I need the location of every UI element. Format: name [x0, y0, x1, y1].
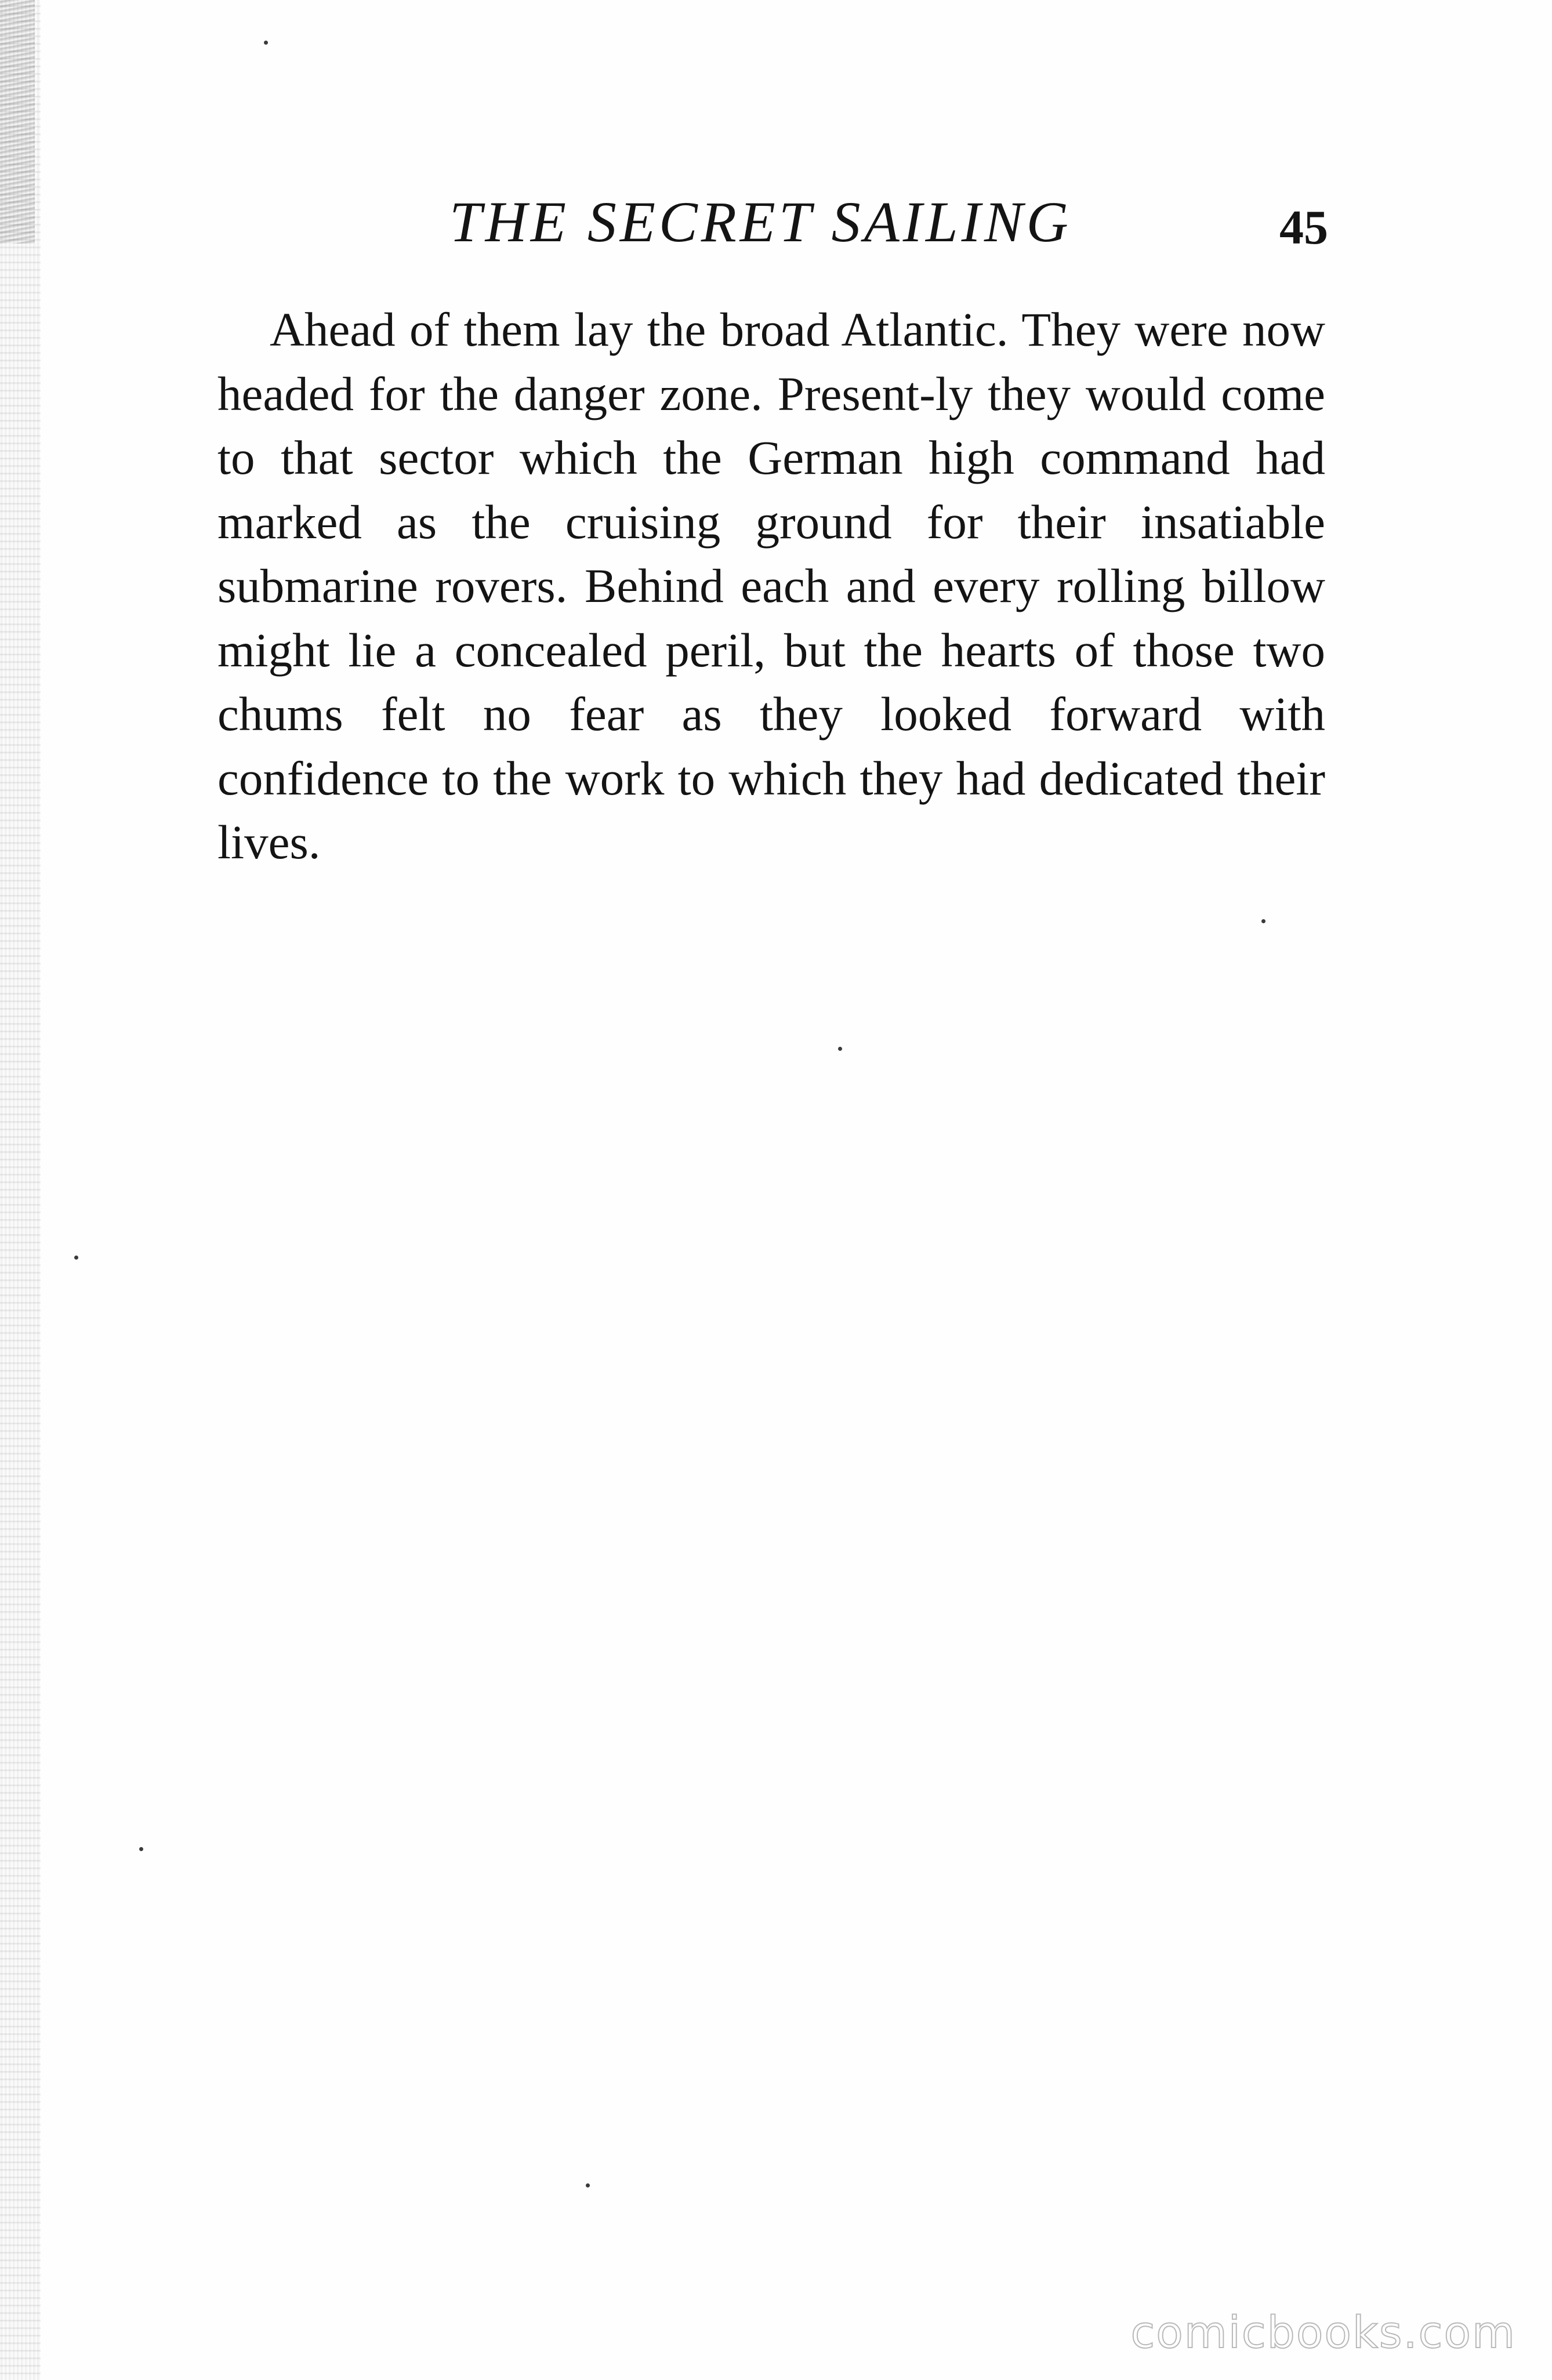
- page-number: 45: [1279, 201, 1328, 255]
- scan-edge-shadow: [0, 0, 41, 2380]
- scan-speck: [264, 41, 268, 45]
- page-header: [215, 184, 1328, 260]
- scan-speck: [139, 1847, 143, 1851]
- scan-speck: [1261, 919, 1265, 923]
- scan-speck: [586, 2183, 590, 2187]
- running-head: THE SECRET SAILING: [449, 190, 1072, 254]
- scan-speck: [838, 1047, 842, 1051]
- body-paragraph: Ahead of them lay the broad Atlantic. They were now headed for the danger zone. Present-ly they would come to that sector which the German high command had marked as the cruising ground for their insatiable submarine rovers. Behind each and every rolling billow might lie a concealed peril, but the hearts of those two chums felt no fear as they looked forward with confidence to the work to which they had dedicated their lives.: [217, 303, 1325, 869]
- watermark-logo: comicbooks.com: [1130, 2306, 1516, 2358]
- scan-edge-shadow-top: [0, 0, 35, 244]
- scan-speck: [74, 1256, 78, 1260]
